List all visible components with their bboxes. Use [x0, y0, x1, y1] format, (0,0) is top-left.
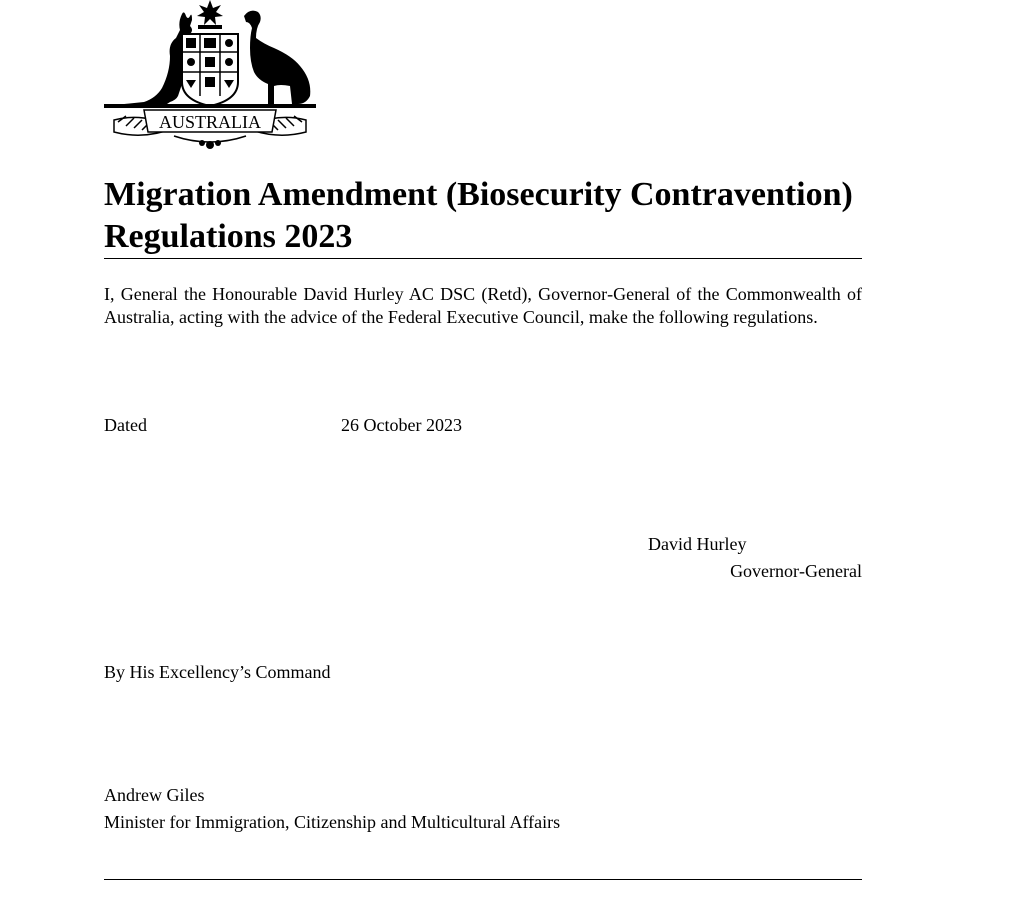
governor-general-title: Governor‑General — [730, 561, 862, 581]
enacting-words: I, General the Honourable David Hurley AC DSC (Retd), Governor‑General of the Commonwealth of Australia, acting with the advice of the Federal Executive Council, make the following regulations. — [104, 284, 862, 327]
crest-banner-text: AUSTRALIA — [159, 112, 261, 132]
footer-divider — [104, 879, 862, 880]
regulation-title — [104, 174, 904, 258]
minister-name: Andrew Giles — [104, 785, 205, 805]
title-divider — [104, 258, 862, 259]
command-line: By His Excellency’s Command — [104, 662, 331, 682]
title-line-1: Migration Amendment (Biosecurity Contravention) — [104, 176, 853, 213]
coat-of-arms-icon — [104, 0, 316, 152]
dated-label: Dated — [104, 415, 147, 435]
minister-title: Minister for Immigration, Citizenship and Multicultural Affairs — [104, 812, 561, 832]
dated-value: 26 October 2023 — [341, 415, 462, 435]
governor-general-name: David Hurley — [648, 534, 747, 554]
title-line-2: Regulations 2023 — [104, 218, 353, 255]
